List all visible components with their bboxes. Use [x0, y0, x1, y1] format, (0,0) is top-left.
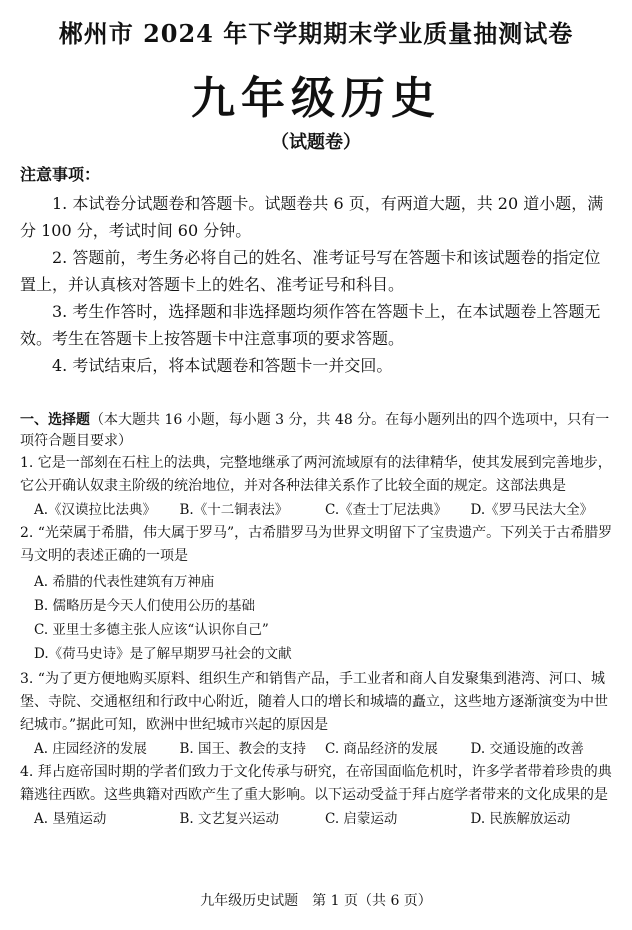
option-b: B.《十二铜表法》 [179, 502, 289, 518]
option-list [20, 500, 616, 521]
subject-title: 九年级历史 [191, 73, 441, 124]
question-stem: 3. “为了更方便地购买原料、组织生产和销售产品，手工业者和商人自发聚集到港湾、河口、城堡、寺院、交通枢纽和行政中心附近，随着人口的增长和城墙的矗立，这些地方逐渐演变为中世纪城市。”据此可知，欧洲中世纪城市兴起的原因是 [20, 671, 608, 733]
question-3 [20, 668, 616, 760]
option-d: D. 交通设施的改善 [470, 741, 584, 757]
paper-type-label: （试题卷） [271, 132, 361, 153]
option-b: B. 国王、教会的支持 [179, 741, 307, 757]
section-heading [20, 410, 616, 452]
question-4 [20, 761, 616, 830]
option-c: C. 商品经济的发展 [325, 741, 438, 757]
notice-heading: 注意事项： [20, 165, 101, 184]
option-d: D. 民族解放运动 [470, 811, 571, 827]
option-list [20, 739, 616, 760]
option-c: C. 亚里士多德主张人应该“认识你自己” [34, 622, 269, 638]
exam-title: 郴州市 2024 年下学期期末学业质量抽测试卷 [58, 19, 574, 48]
question-stem: 2. “光荣属于希腊，伟大属于罗马”，古希腊罗马为世界文明留下了宝贵遗产。下列关于古希腊罗马文明的表述正确的一项是 [20, 525, 613, 564]
option-b: B. 文艺复兴运动 [179, 811, 280, 827]
question-stem: 1. 它是一部刻在石柱上的法典，完整地继承了两河流域原有的法律精华，使其发展到完善地步，它公开确认奴隶主阶级的统治地位，并对各种法律关系作了比较全面的规定。这部法典是 [20, 455, 612, 494]
option-c: C.《查士丁尼法典》 [325, 502, 448, 518]
option-d: D.《罗马民法大全》 [470, 502, 594, 518]
notice-item: 1. 本试卷分试题卷和答题卡。试题卷共 6 页，有两道大题，共 20 道小题，满分 100 分，考试时间 60 分钟。 [20, 194, 604, 240]
question-1 [20, 452, 616, 521]
question-2 [20, 522, 616, 666]
section-instructions: （本大题共 16 小题，每小题 3 分，共 48 分。在每小题列出的四个选项中，只有一项符合题目要求） [20, 412, 610, 449]
question-stem: 4. 拜占庭帝国时期的学者们致力于文化传承与研究，在帝国面临危机时，许多学者带着珍贵的典籍逃往西欧。这些典籍对西欧产生了重大影响。以下运动受益于拜占庭学者带来的文化成果的是 [20, 764, 612, 803]
option-a: A.《汉谟拉比法典》 [34, 502, 157, 518]
option-list [20, 809, 616, 830]
option-a: A. 希腊的代表性建筑有万神庙 [34, 574, 215, 590]
notice-list [20, 190, 616, 379]
option-a: A. 庄园经济的发展 [34, 741, 147, 757]
option-c: C. 启蒙运动 [325, 811, 398, 827]
option-a: A. 垦殖运动 [34, 811, 107, 827]
notice-item: 4. 考试结束后，将本试题卷和答题卡一并交回。 [52, 356, 393, 375]
option-d: D.《荷马史诗》是了解早期罗马社会的文献 [34, 646, 292, 662]
notice-item: 3. 考生作答时，选择题和非选择题均须作答在答题卡上，在本试题卷上答题无效。考生在答题卡上按答题卡中注意事项的要求答题。 [20, 302, 601, 348]
section-multiple-choice [20, 410, 616, 831]
page-footer: 九年级历史试题 第 1 页（共 6 页） [200, 893, 432, 909]
section-title: 一、选择题 [20, 412, 90, 428]
option-list [20, 570, 616, 666]
option-b: B. 儒略历是今天人们使用公历的基础 [34, 598, 256, 614]
notice-item: 2. 答题前，考生务必将自己的姓名、准考证号写在答题卡和该试题卷的指定位置上，并认真核对答题卡上的姓名、准考证号和科目。 [20, 248, 601, 294]
